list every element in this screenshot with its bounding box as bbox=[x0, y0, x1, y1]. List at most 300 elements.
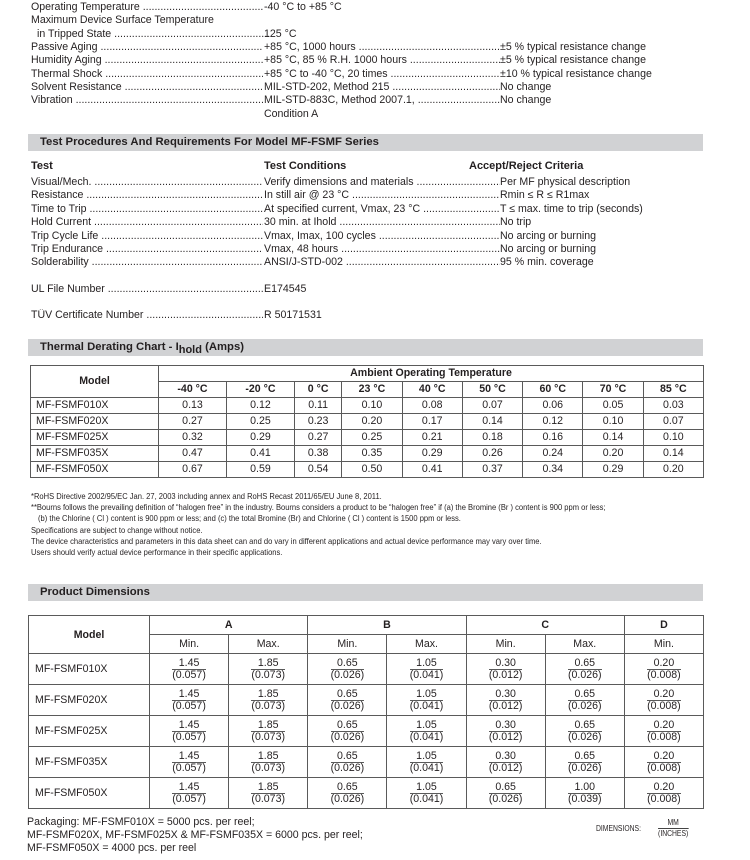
dimension-inches: (0.026) bbox=[330, 761, 365, 774]
ihold-value-cell: 0.21 bbox=[402, 430, 462, 446]
model-cell: MF-FSMF050X bbox=[31, 462, 159, 478]
dimension-cell bbox=[387, 778, 466, 809]
ihold-value-cell: 0.25 bbox=[342, 430, 402, 446]
dimension-cell bbox=[150, 716, 229, 747]
model-cell: MF-FSMF025X bbox=[31, 430, 159, 446]
ihold-value-cell: 0.67 bbox=[159, 462, 227, 478]
dimension-cell bbox=[466, 778, 545, 809]
dimension-cell bbox=[229, 747, 308, 778]
spec-result: ±5 % typical resistance change bbox=[500, 41, 646, 53]
dimension-cell bbox=[150, 747, 229, 778]
dimension-value bbox=[251, 751, 285, 774]
packaging-line: Packaging: MF-FSMF010X = 5000 pcs. per reel; bbox=[27, 816, 255, 828]
dimension-mm: 0.65 bbox=[568, 720, 602, 732]
dimension-mm: 0.65 bbox=[331, 689, 365, 701]
spec-value: MIL-STD-202, Method 215 ..... bbox=[264, 81, 500, 94]
ihold-value-cell: 0.41 bbox=[226, 446, 294, 462]
dimension-value bbox=[172, 782, 206, 805]
spec-value: 125 °C bbox=[264, 28, 297, 40]
ihold-value-cell: 0.05 bbox=[583, 398, 643, 414]
dimension-value bbox=[489, 782, 523, 805]
footnote-line: Users should verify actual device performance in their specific applications. bbox=[31, 547, 283, 558]
dimension-inches: (0.012) bbox=[488, 699, 523, 712]
dimension-inches: (0.026) bbox=[330, 792, 365, 805]
dimension-cell bbox=[545, 778, 624, 809]
ihold-value-cell: 0.37 bbox=[462, 462, 522, 478]
dimension-mm: 1.85 bbox=[251, 720, 285, 732]
ihold-value-cell: 0.20 bbox=[643, 462, 703, 478]
dimension-inches: (0.073) bbox=[251, 761, 285, 774]
temperature-header: 40 °C bbox=[402, 382, 462, 398]
test-name: Solderability ..... bbox=[31, 256, 263, 269]
dimension-cell bbox=[624, 654, 703, 685]
table-row bbox=[31, 446, 704, 462]
model-cell: MF-FSMF020X bbox=[31, 414, 159, 430]
dimension-mm: 0.20 bbox=[647, 720, 681, 732]
ihold-value-cell: 0.03 bbox=[643, 398, 703, 414]
dimension-inches: (0.026) bbox=[567, 699, 602, 712]
table-row bbox=[29, 716, 704, 747]
dimension-group-header: D bbox=[624, 616, 703, 635]
min-max-header: Min. bbox=[466, 635, 545, 654]
packaging-info bbox=[27, 816, 363, 855]
dimension-value bbox=[251, 782, 285, 805]
dimension-inches: (0.057) bbox=[172, 792, 206, 805]
certification-label: TÜV Certificate Number ..... bbox=[31, 309, 263, 322]
dimension-cell bbox=[545, 654, 624, 685]
ihold-value-cell: 0.29 bbox=[583, 462, 643, 478]
dimension-value bbox=[568, 720, 602, 743]
ihold-value-cell: 0.10 bbox=[583, 414, 643, 430]
test-condition: In still air @ 23 °C ..... bbox=[264, 189, 500, 202]
header-row bbox=[31, 366, 704, 382]
dimension-value bbox=[647, 751, 681, 774]
ihold-value-cell: 0.07 bbox=[462, 398, 522, 414]
dimension-value bbox=[331, 658, 365, 681]
dimension-mm: 1.05 bbox=[410, 751, 444, 763]
dimension-inches: (0.057) bbox=[172, 668, 206, 681]
product-dimensions-title: Product Dimensions bbox=[40, 586, 150, 598]
dimension-value bbox=[172, 751, 206, 774]
packaging-line: MF-FSMF020X, MF-FSMF025X & MF-FSMF035X = 6000 pcs. per reel; bbox=[27, 829, 363, 841]
dimension-cell bbox=[624, 747, 703, 778]
criteria-column-header: Accept/Reject Criteria bbox=[469, 160, 584, 172]
dimension-value bbox=[410, 720, 444, 743]
footnote-line: **Bourns follows the prevailing definition of “halogen free” in the industry. Bourns considers a product to be “halogen free” if (a) the Bromine (Br ) content is 900 ppm or less; bbox=[31, 502, 606, 513]
min-max-header: Max. bbox=[387, 635, 466, 654]
ihold-value-cell: 0.13 bbox=[159, 398, 227, 414]
certification-label: UL File Number ..... bbox=[31, 283, 263, 296]
temperature-header: -40 °C bbox=[159, 382, 227, 398]
dimension-cell bbox=[308, 716, 387, 747]
min-max-header: Min. bbox=[624, 635, 703, 654]
spec-value: MIL-STD-883C, Method 2007.1, ..... bbox=[264, 94, 500, 107]
dimension-cell bbox=[466, 716, 545, 747]
dimension-value bbox=[331, 751, 365, 774]
model-cell: MF-FSMF035X bbox=[29, 747, 150, 778]
dimension-cell bbox=[229, 654, 308, 685]
dimension-mm: 1.05 bbox=[410, 782, 444, 794]
ihold-value-cell: 0.34 bbox=[523, 462, 583, 478]
spec-label: Maximum Device Surface Temperature bbox=[31, 14, 214, 26]
table-row bbox=[31, 462, 704, 478]
dimension-inches: (0.008) bbox=[647, 668, 681, 681]
dimension-inches: (0.073) bbox=[251, 668, 285, 681]
min-max-header: Min. bbox=[150, 635, 229, 654]
dimension-value bbox=[251, 658, 285, 681]
dimension-cell bbox=[308, 747, 387, 778]
table-row bbox=[29, 778, 704, 809]
product-dimensions-section-bar bbox=[28, 584, 703, 601]
dimension-group-header: B bbox=[308, 616, 466, 635]
ihold-value-cell: 0.35 bbox=[342, 446, 402, 462]
min-max-header: Max. bbox=[229, 635, 308, 654]
dimension-mm: 1.45 bbox=[172, 720, 206, 732]
dimension-value bbox=[410, 782, 444, 805]
footnote-line: Specifications are subject to change without notice. bbox=[31, 524, 203, 535]
dimension-cell bbox=[150, 778, 229, 809]
dimension-value bbox=[251, 689, 285, 712]
dimension-inches: (0.026) bbox=[567, 668, 602, 681]
dimension-mm: 0.65 bbox=[331, 782, 365, 794]
min-max-header: Max. bbox=[545, 635, 624, 654]
ihold-value-cell: 0.17 bbox=[402, 414, 462, 430]
dimension-inches: (0.073) bbox=[251, 730, 285, 743]
packaging-line: MF-FSMF050X = 4000 pcs. per reel bbox=[27, 842, 197, 854]
dimension-mm: 1.85 bbox=[251, 689, 285, 701]
dimension-mm: 1.00 bbox=[568, 782, 602, 794]
dimension-cell bbox=[308, 654, 387, 685]
ihold-value-cell: 0.27 bbox=[159, 414, 227, 430]
dimension-mm: 1.45 bbox=[172, 751, 206, 763]
test-name: Resistance ..... bbox=[31, 189, 263, 202]
ihold-value-cell: 0.12 bbox=[523, 414, 583, 430]
dimension-value bbox=[251, 720, 285, 743]
ihold-value-cell: 0.18 bbox=[462, 430, 522, 446]
dimensions-key-mm: MM bbox=[658, 818, 688, 829]
dimension-inches: (0.041) bbox=[409, 730, 444, 743]
ihold-value-cell: 0.06 bbox=[523, 398, 583, 414]
dimension-mm: 0.20 bbox=[647, 658, 681, 670]
ihold-value-cell: 0.20 bbox=[583, 446, 643, 462]
dimension-inches: (0.057) bbox=[172, 761, 206, 774]
dimension-value bbox=[647, 720, 681, 743]
dimension-cell bbox=[466, 654, 545, 685]
table-row bbox=[29, 685, 704, 716]
test-name: Trip Endurance ..... bbox=[31, 243, 263, 256]
dimension-cell bbox=[387, 654, 466, 685]
spec-value: +85 °C, 85 % R.H. 1000 hours ..... bbox=[264, 54, 500, 67]
product-dimensions-table bbox=[28, 615, 704, 809]
test-condition: Vmax, Imax, 100 cycles ..... bbox=[264, 230, 500, 243]
dimension-mm: 1.05 bbox=[410, 720, 444, 732]
ihold-value-cell: 0.47 bbox=[159, 446, 227, 462]
dimension-value bbox=[172, 720, 206, 743]
ihold-value-cell: 0.29 bbox=[402, 446, 462, 462]
dimension-cell bbox=[308, 778, 387, 809]
dimension-mm: 1.45 bbox=[172, 689, 206, 701]
dimension-cell bbox=[624, 716, 703, 747]
dimension-mm: 0.30 bbox=[489, 689, 523, 701]
dimension-value bbox=[410, 658, 444, 681]
test-condition: At specified current, Vmax, 23 °C ..... bbox=[264, 203, 500, 216]
min-max-header: Min. bbox=[308, 635, 387, 654]
dimension-value bbox=[331, 689, 365, 712]
dimension-inches: (0.012) bbox=[488, 730, 523, 743]
test-criteria: Per MF physical description bbox=[500, 176, 631, 188]
dimension-value bbox=[489, 751, 523, 774]
dimension-inches: (0.008) bbox=[647, 730, 681, 743]
model-cell: MF-FSMF010X bbox=[29, 654, 150, 685]
test-name: Time to Trip ..... bbox=[31, 203, 263, 216]
dimensions-key-fraction bbox=[658, 818, 688, 839]
test-procedures-section-bar bbox=[28, 134, 703, 151]
test-name: Hold Current ..... bbox=[31, 216, 263, 229]
dimension-inches: (0.026) bbox=[330, 699, 365, 712]
ihold-value-cell: 0.59 bbox=[226, 462, 294, 478]
temperature-header: 70 °C bbox=[583, 382, 643, 398]
spec-label: Vibration ..... bbox=[31, 94, 263, 107]
temperature-header: 85 °C bbox=[643, 382, 703, 398]
header-row bbox=[29, 616, 704, 635]
dimensions-key-label: DIMENSIONS: bbox=[596, 824, 641, 833]
ihold-value-cell: 0.25 bbox=[226, 414, 294, 430]
dimension-inches: (0.026) bbox=[330, 668, 365, 681]
model-cell: MF-FSMF010X bbox=[31, 398, 159, 414]
ihold-value-cell: 0.08 bbox=[402, 398, 462, 414]
dimension-mm: 1.85 bbox=[251, 751, 285, 763]
spec-result: ±10 % typical resistance change bbox=[500, 68, 652, 80]
dimension-value bbox=[172, 689, 206, 712]
test-condition: Vmax, 48 hours ..... bbox=[264, 243, 500, 256]
test-condition: 30 min. at Ihold ..... bbox=[264, 216, 500, 229]
dimension-value bbox=[568, 782, 602, 805]
dimension-value bbox=[647, 782, 681, 805]
dimension-inches: (0.026) bbox=[567, 761, 602, 774]
dimension-value bbox=[489, 720, 523, 743]
dimension-value bbox=[489, 658, 523, 681]
spec-result: No change bbox=[500, 94, 552, 106]
dimension-mm: 1.05 bbox=[410, 689, 444, 701]
ihold-value-cell: 0.10 bbox=[342, 398, 402, 414]
test-procedures-title: Test Procedures And Requirements For Model MF-FSMF Series bbox=[40, 136, 379, 148]
temperature-header: 0 °C bbox=[294, 382, 341, 398]
dimension-value bbox=[331, 782, 365, 805]
test-criteria: 95 % min. coverage bbox=[500, 256, 594, 269]
dimension-value bbox=[172, 658, 206, 681]
dimension-mm: 0.65 bbox=[489, 782, 523, 794]
dimension-inches: (0.008) bbox=[647, 761, 681, 774]
table-row bbox=[29, 654, 704, 685]
dimension-inches: (0.026) bbox=[567, 730, 602, 743]
ihold-value-cell: 0.27 bbox=[294, 430, 341, 446]
dimension-inches: (0.041) bbox=[409, 668, 444, 681]
dimension-cell bbox=[229, 716, 308, 747]
dimension-mm: 0.20 bbox=[647, 689, 681, 701]
dimension-value bbox=[410, 689, 444, 712]
dimension-inches: (0.041) bbox=[409, 699, 444, 712]
dimension-cell bbox=[545, 685, 624, 716]
model-cell: MF-FSMF020X bbox=[29, 685, 150, 716]
spec-label: Operating Temperature ..... bbox=[31, 1, 263, 14]
dimensions-key-inches: (INCHES) bbox=[658, 829, 689, 838]
dimension-value bbox=[489, 689, 523, 712]
model-cell: MF-FSMF035X bbox=[31, 446, 159, 462]
dimension-cell bbox=[545, 747, 624, 778]
dimension-mm: 1.05 bbox=[410, 658, 444, 670]
spec-value: +85 °C, 1000 hours ..... bbox=[264, 41, 500, 54]
test-conditions-column-header: Test Conditions bbox=[264, 160, 347, 172]
model-cell: MF-FSMF025X bbox=[29, 716, 150, 747]
dimension-mm: 0.65 bbox=[331, 720, 365, 732]
dimension-cell bbox=[308, 685, 387, 716]
dimension-inches: (0.057) bbox=[172, 730, 206, 743]
spec-label: in Tripped State ..... bbox=[31, 28, 269, 41]
test-condition: ANSI/J-STD-002 ..... bbox=[264, 256, 500, 269]
dimension-value bbox=[410, 751, 444, 774]
dimension-cell bbox=[387, 747, 466, 778]
dimension-group-header: C bbox=[466, 616, 624, 635]
dimension-cell bbox=[466, 747, 545, 778]
table-row bbox=[31, 414, 704, 430]
spec-label: Thermal Shock ..... bbox=[31, 68, 263, 81]
ihold-value-cell: 0.11 bbox=[294, 398, 341, 414]
spec-value: +85 °C to -40 °C, 20 times ..... bbox=[264, 68, 500, 81]
dimension-inches: (0.073) bbox=[251, 699, 285, 712]
test-name: Trip Cycle Life ..... bbox=[31, 230, 263, 243]
dimension-value bbox=[647, 658, 681, 681]
test-criteria: No trip bbox=[500, 216, 532, 229]
test-criteria: T ≤ max. time to trip (seconds) bbox=[500, 202, 643, 215]
footnote-line: *RoHS Directive 2002/95/EC Jan. 27, 2003 including annex and RoHS Recast 2011/65/EU June 8, 2011. bbox=[31, 491, 382, 501]
temperature-group-header: Ambient Operating Temperature bbox=[159, 366, 704, 382]
spec-value: Condition A bbox=[264, 108, 319, 120]
ihold-value-cell: 0.12 bbox=[226, 398, 294, 414]
dimension-inches: (0.008) bbox=[647, 699, 681, 712]
dimension-cell bbox=[624, 685, 703, 716]
dimension-inches: (0.026) bbox=[488, 792, 523, 805]
dimension-group-header: A bbox=[150, 616, 308, 635]
ihold-value-cell: 0.14 bbox=[583, 430, 643, 446]
dimension-inches: (0.041) bbox=[409, 792, 444, 805]
dimension-cell bbox=[229, 685, 308, 716]
dimension-cell bbox=[387, 716, 466, 747]
dimension-mm: 0.65 bbox=[331, 658, 365, 670]
dimension-inches: (0.026) bbox=[330, 730, 365, 743]
test-criteria: No arcing or burning bbox=[500, 243, 596, 255]
ihold-value-cell: 0.26 bbox=[462, 446, 522, 462]
dimension-mm: 1.85 bbox=[251, 658, 285, 670]
dimension-mm: 0.20 bbox=[647, 782, 681, 794]
model-cell: MF-FSMF050X bbox=[29, 778, 150, 809]
model-header: Model bbox=[31, 366, 159, 398]
ihold-value-cell: 0.24 bbox=[523, 446, 583, 462]
footnotes bbox=[31, 491, 605, 558]
certification-value: E174545 bbox=[264, 283, 307, 295]
dimension-value bbox=[331, 720, 365, 743]
ihold-value-cell: 0.54 bbox=[294, 462, 341, 478]
footnote-line: (b) the Chlorine ( Cl ) content is 900 ppm or less; and (c) the total Bromine (Br) and Chlorine ( Cl ) content is 1500 ppm or less. bbox=[38, 513, 461, 524]
ihold-value-cell: 0.23 bbox=[294, 414, 341, 430]
ihold-value-cell: 0.07 bbox=[643, 414, 703, 430]
ihold-value-cell: 0.14 bbox=[643, 446, 703, 462]
dimension-cell bbox=[545, 716, 624, 747]
dimension-mm: 0.30 bbox=[489, 751, 523, 763]
thermal-derating-table bbox=[30, 365, 704, 478]
ihold-value-cell: 0.10 bbox=[643, 430, 703, 446]
test-column-header: Test bbox=[31, 160, 53, 172]
thermal-derating-title: Thermal Derating Chart - $I_{hold}$ (Amps) bbox=[40, 341, 245, 356]
test-criteria: Rmin ≤ R ≤ R1max bbox=[500, 189, 590, 202]
dimension-inches: (0.057) bbox=[172, 699, 206, 712]
ihold-value-cell: 0.29 bbox=[226, 430, 294, 446]
dimension-mm: 0.20 bbox=[647, 751, 681, 763]
ihold-value-cell: 0.38 bbox=[294, 446, 341, 462]
dimension-mm: 0.65 bbox=[568, 658, 602, 670]
spec-label: Passive Aging ..... bbox=[31, 41, 263, 54]
thermal-derating-section-bar bbox=[28, 339, 703, 356]
dimension-cell bbox=[387, 685, 466, 716]
spec-result: No change bbox=[500, 81, 552, 93]
ihold-value-cell: 0.20 bbox=[342, 414, 402, 430]
ihold-value-cell: 0.16 bbox=[523, 430, 583, 446]
spec-value: -40 °C to +85 °C bbox=[264, 1, 342, 13]
dimension-mm: 1.45 bbox=[172, 658, 206, 670]
dimension-inches: (0.012) bbox=[488, 761, 523, 774]
certification-value: R 50171531 bbox=[264, 309, 322, 321]
temperature-header: 50 °C bbox=[462, 382, 522, 398]
dimension-mm: 0.30 bbox=[489, 658, 523, 670]
temperature-header: 60 °C bbox=[523, 382, 583, 398]
dimension-value bbox=[568, 658, 602, 681]
dimension-inches: (0.008) bbox=[647, 792, 681, 805]
dimension-inches: (0.041) bbox=[409, 761, 444, 774]
spec-result: ±5 % typical resistance change bbox=[500, 54, 646, 66]
dimension-mm: 1.85 bbox=[251, 782, 285, 794]
ihold-value-cell: 0.32 bbox=[159, 430, 227, 446]
temperature-header: -20 °C bbox=[226, 382, 294, 398]
table-row bbox=[31, 398, 704, 414]
test-name: Visual/Mech. ..... bbox=[31, 176, 263, 189]
dimension-inches: (0.012) bbox=[488, 668, 523, 681]
dimension-value bbox=[568, 689, 602, 712]
dimension-cell bbox=[150, 654, 229, 685]
dimension-cell bbox=[150, 685, 229, 716]
ihold-value-cell: 0.41 bbox=[402, 462, 462, 478]
spec-label: Solvent Resistance ..... bbox=[31, 81, 263, 94]
dimension-cell bbox=[466, 685, 545, 716]
test-criteria: No arcing or burning bbox=[500, 229, 596, 242]
dimension-value bbox=[647, 689, 681, 712]
dimension-value bbox=[568, 751, 602, 774]
dimension-mm: 0.65 bbox=[568, 751, 602, 763]
dimension-cell bbox=[229, 778, 308, 809]
model-header: Model bbox=[29, 616, 150, 654]
spec-label: Humidity Aging ..... bbox=[31, 54, 263, 67]
footnote-line: The device characteristics and parameters in this data sheet can and do vary in different applications and actual device performance may vary over time. bbox=[31, 535, 542, 546]
dimension-inches: (0.073) bbox=[251, 792, 285, 805]
dimension-inches: (0.039) bbox=[567, 792, 602, 805]
dimension-mm: 1.45 bbox=[172, 782, 206, 794]
table-row bbox=[31, 430, 704, 446]
test-condition: Verify dimensions and materials ..... bbox=[264, 176, 500, 189]
ihold-value-cell: 0.50 bbox=[342, 462, 402, 478]
table-row bbox=[29, 747, 704, 778]
dimension-mm: 0.30 bbox=[489, 720, 523, 732]
temperature-header: 23 °C bbox=[342, 382, 402, 398]
dimension-cell bbox=[624, 778, 703, 809]
dimension-mm: 0.65 bbox=[568, 689, 602, 701]
